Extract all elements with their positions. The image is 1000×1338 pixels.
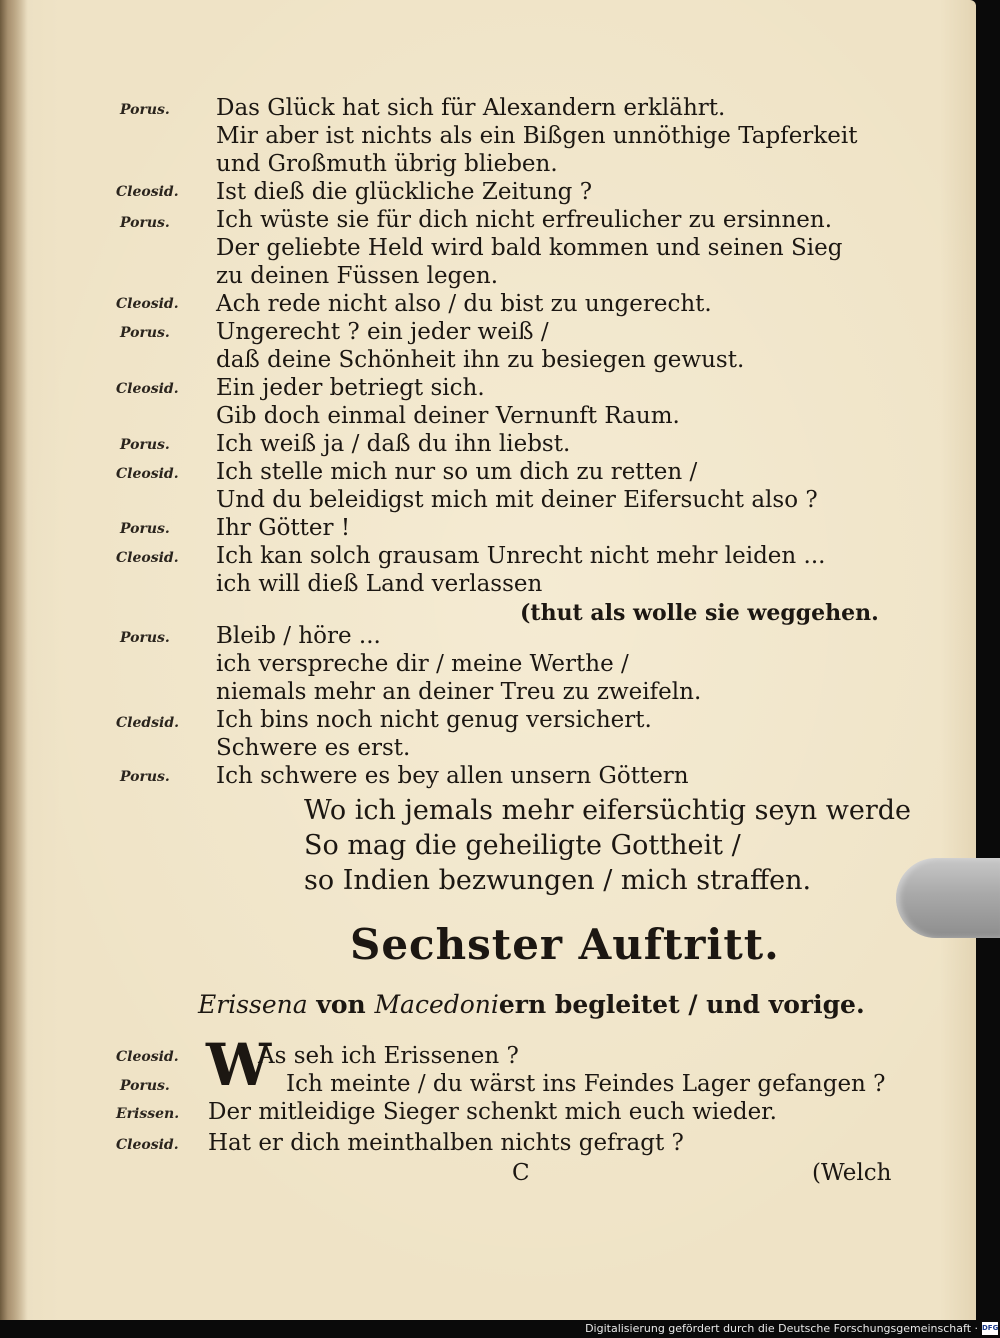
scene-heading: Sechster Auftritt. [350,920,780,969]
speaker-label: Cleosid. [116,466,179,482]
speaker-label: Cleosid. [116,296,179,312]
scene-persons-name: Macedoni [374,990,499,1019]
dfg-logo: DFG [982,1322,998,1335]
dialogue-line: Ich kan solch grausam Unrecht nicht mehr leiden ... [216,543,826,569]
speaker-label: Porus. [120,102,170,118]
drop-cap: W [206,1031,272,1099]
dialogue-line: Ungerecht ? ein jeder weiß / [216,319,549,345]
dialogue-line: ich verspreche dir / meine Werthe / [216,651,629,677]
speaker-label: Cleosid. [116,184,179,200]
scene-persons-name: Erissena [198,990,308,1019]
page-gutter [0,0,28,1320]
dialogue-line: Ich bins noch nicht genug versichert. [216,707,652,733]
dialogue-line: Ist dieß die glückliche Zeitung ? [216,179,593,205]
scene-persons-connector: von [307,990,375,1019]
speaker-label: Erissen. [116,1106,180,1122]
speaker-label: Porus. [120,325,170,341]
speaker-label: Porus. [120,769,170,785]
funding-credit: Digitalisierung gefördert durch die Deutsche Forschungsgemeinschaft · [585,1322,978,1335]
stage-direction: (thut als wolle sie weggehen. [520,600,879,626]
speaker-label: Porus. [120,215,170,231]
dialogue-line: zu deinen Füssen legen. [216,263,499,289]
dialogue-line: Schwere es erst. [216,735,411,761]
dialogue-line: daß deine Schönheit ihn zu besiegen gewust. [216,347,745,373]
dialogue-line: Ich wüste sie für dich nicht erfreulicher zu ersinnen. [216,207,833,233]
dialogue-line: As seh ich Erissenen ? [258,1043,519,1069]
dialogue-line: niemals mehr an deiner Treu zu zweifeln. [216,679,702,705]
dialogue-line: Ich weiß ja / daß du ihn liebst. [216,431,571,457]
dialogue-line: Mir aber ist nichts als ein Bißgen unnöthige Tapferkeit [216,123,858,149]
dialogue-line: Bleib / höre ... [216,623,381,649]
speaker-label: Porus. [120,437,170,453]
speaker-label: Porus. [120,521,170,537]
dialogue-line: Hat er dich meinthalben nichts gefragt ? [208,1130,684,1156]
scene-persons-rest: ern begleitet / und vorige. [498,990,865,1019]
speaker-label: Cleosid. [116,381,179,397]
speaker-label: Porus. [120,1078,170,1094]
speaker-label: Cleosid. [116,1137,179,1153]
speaker-label: Cleosid. [116,550,179,566]
dialogue-line: Ach rede nicht also / du bist zu ungerecht. [216,291,712,317]
vow-verse: Wo ich jemals mehr eifersüchtig seyn werde [304,795,911,826]
dialogue-line: Ein jeder betriegt sich. [216,375,485,401]
signature-mark: C [512,1160,530,1186]
vow-verse: so Indien bezwungen / mich straffen. [304,865,812,896]
speaker-label: Cleosid. [116,1049,179,1065]
speaker-label: Cledsid. [116,715,180,731]
dialogue-line: Und du beleidigst mich mit deiner Eifersucht also ? [216,487,818,513]
dialogue-line: Das Glück hat sich für Alexandern erklährt. [216,95,726,121]
vow-verse: So mag die geheiligte Gottheit / [304,830,741,861]
dialogue-line: Ihr Götter ! [216,515,351,541]
dialogue-line: ich will dieß Land verlassen [216,571,543,597]
dialogue-line: Ich stelle mich nur so um dich zu retten / [216,459,698,485]
dialogue-line: Ich schwere es bey allen unsern Göttern [216,763,689,789]
speaker-label: Porus. [120,630,170,646]
scene-persons [198,990,865,1019]
dialogue-line: Gib doch einmal deiner Vernunft Raum. [216,403,680,429]
dialogue-line: Der mitleidige Sieger schenkt mich euch wieder. [208,1099,777,1125]
dialogue-line: und Großmuth übrig blieben. [216,151,558,177]
dialogue-line: Der geliebte Held wird bald kommen und seinen Sieg [216,235,843,261]
bookmark-clip [896,858,1000,938]
catchword: (Welch [812,1160,892,1186]
dialogue-line: Ich meinte / du wärst ins Feindes Lager gefangen ? [286,1071,886,1097]
